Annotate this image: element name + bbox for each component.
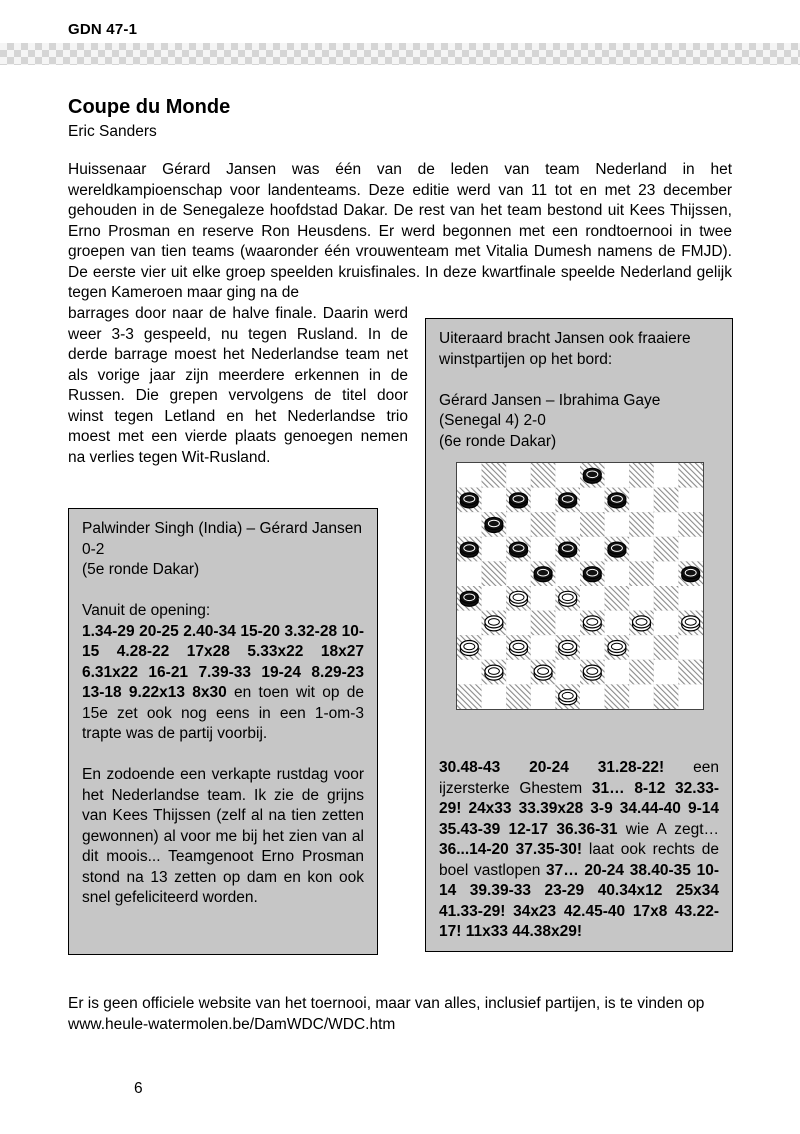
light-square xyxy=(506,611,531,636)
light-square xyxy=(654,561,679,586)
dark-square xyxy=(654,586,679,611)
white-piece-33 xyxy=(583,616,601,631)
light-square xyxy=(629,635,654,660)
white-piece-37 xyxy=(510,641,528,656)
light-square xyxy=(654,660,679,685)
dark-square xyxy=(580,512,605,537)
light-square xyxy=(678,635,703,660)
move-list: 37… 20-24 38.40-35 10-14 39.39-33 23-29 40.34x12 25x34 41.33-29! 34x23 42.45-40 17x8 43.22-17! 11x33 44.38x29! xyxy=(439,861,719,940)
dark-square xyxy=(654,537,679,562)
light-square xyxy=(580,684,605,709)
light-square xyxy=(580,635,605,660)
dark-square xyxy=(506,684,531,709)
light-square xyxy=(678,684,703,709)
game-comment: En zodoende een verkapte rustdag voor het Nederlandse team. Ik zie de grijns van Kees Thijssen (zelf al na tien zetten gewonnen) al voor me bij het zien van al dit moois... Teamgenoot Erno Prosman stond na 13 zetten op dam en kon ook snel gefeliciteerd worden. xyxy=(82,766,364,906)
dark-square xyxy=(629,463,654,488)
black-piece-22 xyxy=(534,567,552,582)
intro-paragraph-continued: barrages door naar de halve finale. Daarin werd weer 3-3 gespeeld, nu tegen Rusland. In de derde barrage moest het Nederlandse team net als vorige jaar zijn meerdere erkennen in de Russen. Die grepen vervolgens de titel door winst tegen Letland en het Nederlandse trio moest met een vierde plaats genoegen nemen na verlies tegen Wit-Rusland. xyxy=(68,305,408,466)
dark-square xyxy=(678,512,703,537)
black-piece-16 xyxy=(460,542,478,557)
light-square xyxy=(555,512,580,537)
game-box-singh-jansen xyxy=(68,508,378,955)
dark-square xyxy=(678,660,703,685)
header-label: GDN 47-1 xyxy=(68,21,138,38)
move-list: 30.48-43 20-24 31.28-22! xyxy=(439,759,665,776)
light-square xyxy=(482,684,507,709)
light-square xyxy=(482,537,507,562)
dark-square xyxy=(654,488,679,513)
light-square xyxy=(531,586,556,611)
light-square xyxy=(654,512,679,537)
game-moves xyxy=(82,622,364,745)
black-piece-11 xyxy=(485,518,503,533)
intro-paragraph: Huissenaar Gérard Jansen was één van de leden van team Nederland in het wereldkampioenschap voor landenteams. Deze editie werd van 11 tot en met 23 december gehouden in de Senegaleze hoofdstad Dakar. De rest van het team bestond uit Kees Thijssen, Erno Prosman en reserve Ron Heusdens. Er werd begonnen met een rondtoernooi in twee groepen van tien teams (waaronder één vrouwenteam met Vitalia Dumesh namens de FMJD). De eerste vier uit elke groep speelden kruisfinales. In deze kwartfinale speelde Nederland gelijk tegen Kameroen maar ging na de xyxy=(68,161,732,301)
light-square xyxy=(654,463,679,488)
dark-square xyxy=(629,512,654,537)
light-square xyxy=(457,561,482,586)
article-author: Eric Sanders xyxy=(68,123,157,140)
box-intro: Uiteraard bracht Jansen ook fraaiere winstpartijen op het bord: xyxy=(439,330,691,368)
light-square xyxy=(531,537,556,562)
black-piece-7 xyxy=(510,493,528,508)
black-piece-26 xyxy=(460,591,478,606)
game-round: (5e ronde Dakar) xyxy=(82,561,200,578)
opening-label: Vanuit de opening: xyxy=(82,602,211,619)
checkers-board-diagram xyxy=(456,462,704,710)
white-piece-42 xyxy=(534,665,552,680)
black-piece-25 xyxy=(682,567,700,582)
dark-square xyxy=(605,586,630,611)
black-piece-18 xyxy=(559,542,577,557)
move-list: 1.34-29 20-25 2.40-34 15-20 3.32-28 10-15 4.28-22 17x28 5.33x22 18x27 6.31x22 16-21 7.39-33 19-24 8.29-23 13-18 9.22x13 8x30 xyxy=(82,622,364,701)
black-piece-3 xyxy=(583,468,601,483)
light-square xyxy=(605,611,630,636)
white-piece-27 xyxy=(510,591,528,606)
white-piece-39 xyxy=(608,641,626,656)
black-piece-8 xyxy=(559,493,577,508)
light-square xyxy=(457,660,482,685)
page-number: 6 xyxy=(134,1080,143,1097)
dark-square xyxy=(629,561,654,586)
light-square xyxy=(605,660,630,685)
checker-strip xyxy=(0,43,800,65)
white-piece-41 xyxy=(485,665,503,680)
dark-square xyxy=(605,684,630,709)
light-square xyxy=(654,611,679,636)
black-piece-23 xyxy=(583,567,601,582)
light-square xyxy=(482,586,507,611)
game-header: Palwinder Singh (India) – Gérard Jansen 0-2 xyxy=(82,520,363,558)
dark-square xyxy=(482,561,507,586)
white-piece-31 xyxy=(485,616,503,631)
move-list: 31… 8-12 32.33-29! 24x33 33.39x28 3-9 34.44-40 9-14 35.43-39 12-17 36.36-31 xyxy=(439,779,719,838)
light-square xyxy=(605,561,630,586)
move-commentary: laat ook rechts de boel vastlopen xyxy=(439,841,719,879)
move-list: 36...14-20 37.35-30! xyxy=(439,841,583,858)
board-svg xyxy=(457,463,703,709)
black-piece-9 xyxy=(608,493,626,508)
light-square xyxy=(457,611,482,636)
light-square xyxy=(506,561,531,586)
light-square xyxy=(629,488,654,513)
dark-square xyxy=(629,660,654,685)
move-commentary: een ijzersterke Ghestem xyxy=(439,759,719,797)
light-square xyxy=(555,660,580,685)
white-piece-38 xyxy=(559,641,577,656)
light-square xyxy=(678,586,703,611)
dark-square xyxy=(457,684,482,709)
light-square xyxy=(605,463,630,488)
light-square xyxy=(506,512,531,537)
white-piece-34 xyxy=(633,616,651,631)
light-square xyxy=(629,537,654,562)
light-square xyxy=(678,488,703,513)
light-square xyxy=(580,537,605,562)
white-piece-36 xyxy=(460,641,478,656)
game-round: (6e ronde Dakar) xyxy=(439,432,557,450)
light-square xyxy=(531,635,556,660)
article-title: Coupe du Monde xyxy=(68,96,231,118)
light-square xyxy=(580,488,605,513)
dark-square xyxy=(482,463,507,488)
footer-note: Er is geen officiele website van het toernooi, maar van alles, inclusief partijen, is te vinden op www.heule-watermolen.be/DamWDC/WDC.htm xyxy=(68,995,705,1033)
light-square xyxy=(531,684,556,709)
light-square xyxy=(580,586,605,611)
dark-square xyxy=(678,463,703,488)
light-square xyxy=(629,684,654,709)
move-commentary: wie A zegt… xyxy=(617,820,719,838)
white-piece-43 xyxy=(583,665,601,680)
light-square xyxy=(605,512,630,537)
white-piece-28 xyxy=(559,591,577,606)
light-square xyxy=(555,561,580,586)
dark-square xyxy=(654,635,679,660)
light-square xyxy=(555,463,580,488)
game-moves xyxy=(439,758,719,943)
light-square xyxy=(482,635,507,660)
dark-square xyxy=(531,611,556,636)
light-square xyxy=(457,463,482,488)
white-piece-35 xyxy=(682,616,700,631)
light-square xyxy=(482,488,507,513)
dark-square xyxy=(654,684,679,709)
light-square xyxy=(629,586,654,611)
black-piece-19 xyxy=(608,542,626,557)
black-piece-17 xyxy=(510,542,528,557)
light-square xyxy=(531,488,556,513)
dark-square xyxy=(531,463,556,488)
white-piece-48 xyxy=(559,690,577,705)
black-piece-6 xyxy=(460,493,478,508)
light-square xyxy=(678,537,703,562)
light-square xyxy=(506,660,531,685)
light-square xyxy=(457,512,482,537)
dark-square xyxy=(531,512,556,537)
light-square xyxy=(555,611,580,636)
game-header: Gérard Jansen – Ibrahima Gaye (Senegal 4) 2-0 xyxy=(439,391,661,429)
light-square xyxy=(506,463,531,488)
move-commentary: en toen wit op de 15e zet ook nog eens in een 1-om-3 trapte was de partij voorbij. xyxy=(82,684,364,742)
